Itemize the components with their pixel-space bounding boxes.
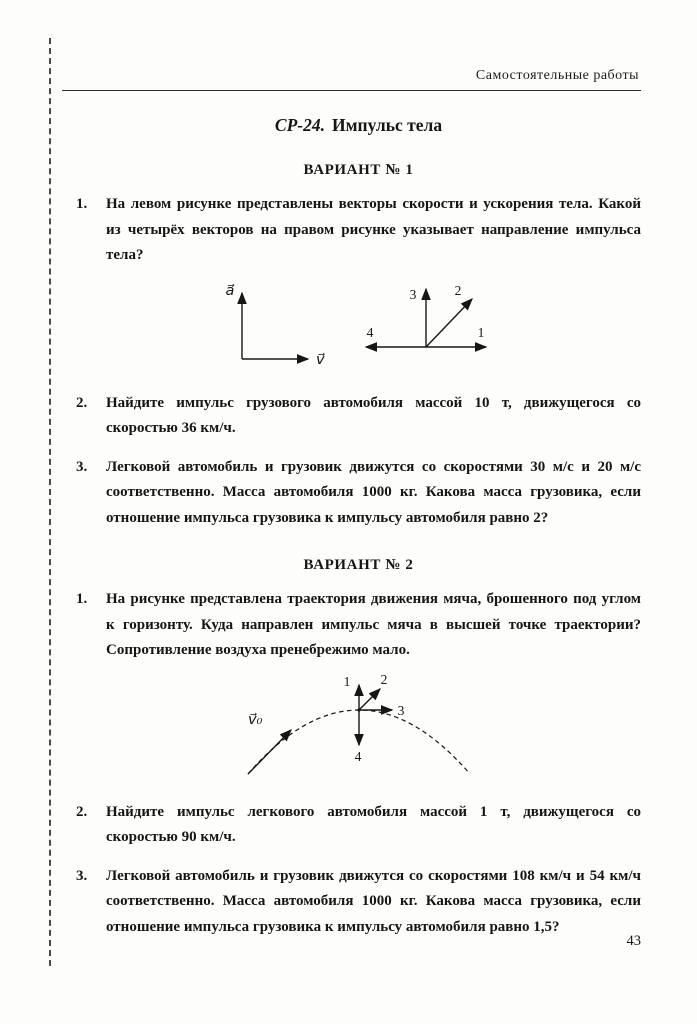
variant1-problem-1 <box>76 192 641 269</box>
trajectory-diagram <box>234 672 484 782</box>
problem-number: 3. <box>76 867 88 884</box>
problem-text: На левом рисунке представлены векторы скорости и ускорения тела. Какой из четырёх векторов на правом рисунке указывает направление импульса тела? <box>106 196 641 263</box>
problem-text: Найдите импульс грузового автомобиля массой 10 т, движущегося со скоростью 36 км/ч. <box>106 394 641 436</box>
page-content <box>76 68 641 940</box>
running-header <box>76 68 641 84</box>
candidate-vector-1-label: 1 <box>477 324 484 340</box>
initial-velocity-label: v⃗₀ <box>247 711 262 728</box>
running-header-text: Самостоятельные работы <box>475 68 639 83</box>
candidate-vector-3-label: 3 <box>409 286 416 302</box>
problem-text: Легковой автомобиль и грузовик движутся со скоростями 108 км/ч и 54 км/ч соответственно. Масса автомобиля 1000 кг. Какова масса грузовика, если отношение импульса грузовика к импульсу автомобиля равно 1,5? <box>106 867 641 935</box>
page-number: 43 <box>626 933 641 949</box>
problem-number: 1. <box>76 591 88 607</box>
variant1-problem-2 <box>76 391 641 442</box>
header-rule <box>62 90 641 91</box>
candidate-vector-4-label: 4 <box>366 324 373 340</box>
velocity-label: v⃗ <box>315 351 325 368</box>
section-code: СР-24. <box>274 115 325 135</box>
apex-vector-2-label: 2 <box>380 671 387 687</box>
vectors-diagram <box>194 277 524 373</box>
variant1-problem-3 <box>76 455 641 532</box>
initial-velocity-arrow <box>248 730 291 774</box>
section-name: Импульс тела <box>332 115 443 135</box>
variant2-problem-3 <box>76 864 641 941</box>
problem-number: 1. <box>76 196 88 212</box>
candidate-vector-2-arrow <box>426 299 472 347</box>
problem-number: 2. <box>76 394 88 411</box>
variant2-figure <box>76 672 641 787</box>
candidate-vector-2-label: 2 <box>454 282 461 298</box>
apex-vector-3-label: 3 <box>397 702 404 718</box>
apex-vector-4-label: 4 <box>354 748 361 764</box>
section-title <box>76 115 641 136</box>
variant2-problem-1 <box>76 587 641 664</box>
problem-number: 2. <box>76 803 88 820</box>
variant2-heading: ВАРИАНТ № 2 <box>303 557 414 573</box>
binding-dashed-line <box>49 38 51 966</box>
problem-text: Найдите импульс легкового автомобиля массой 1 т, движущегося со скоростью 90 км/ч. <box>106 803 641 845</box>
problem-text: На рисунке представлена траектория движения мяча, брошенного под углом к горизонту. Куда направлен импульс мяча в высшей точке траектории? Сопротивление воздуха пренебрежимо мало. <box>106 591 641 658</box>
variant1-figure <box>76 277 641 378</box>
problem-number: 3. <box>76 458 88 475</box>
apex-vector-2-arrow <box>359 689 380 710</box>
variant1-heading: ВАРИАНТ № 1 <box>303 162 414 178</box>
problem-text: Легковой автомобиль и грузовик движутся со скоростями 30 м/с и 20 м/с соответственно. Масса автомобиля 1000 кг. Какова масса грузовика, если отношение импульса грузовика к импульсу автомобиля равно 2? <box>106 458 641 526</box>
acceleration-label: a⃗ <box>225 282 234 299</box>
apex-vector-1-label: 1 <box>343 673 350 689</box>
variant2-problem-2 <box>76 800 641 851</box>
